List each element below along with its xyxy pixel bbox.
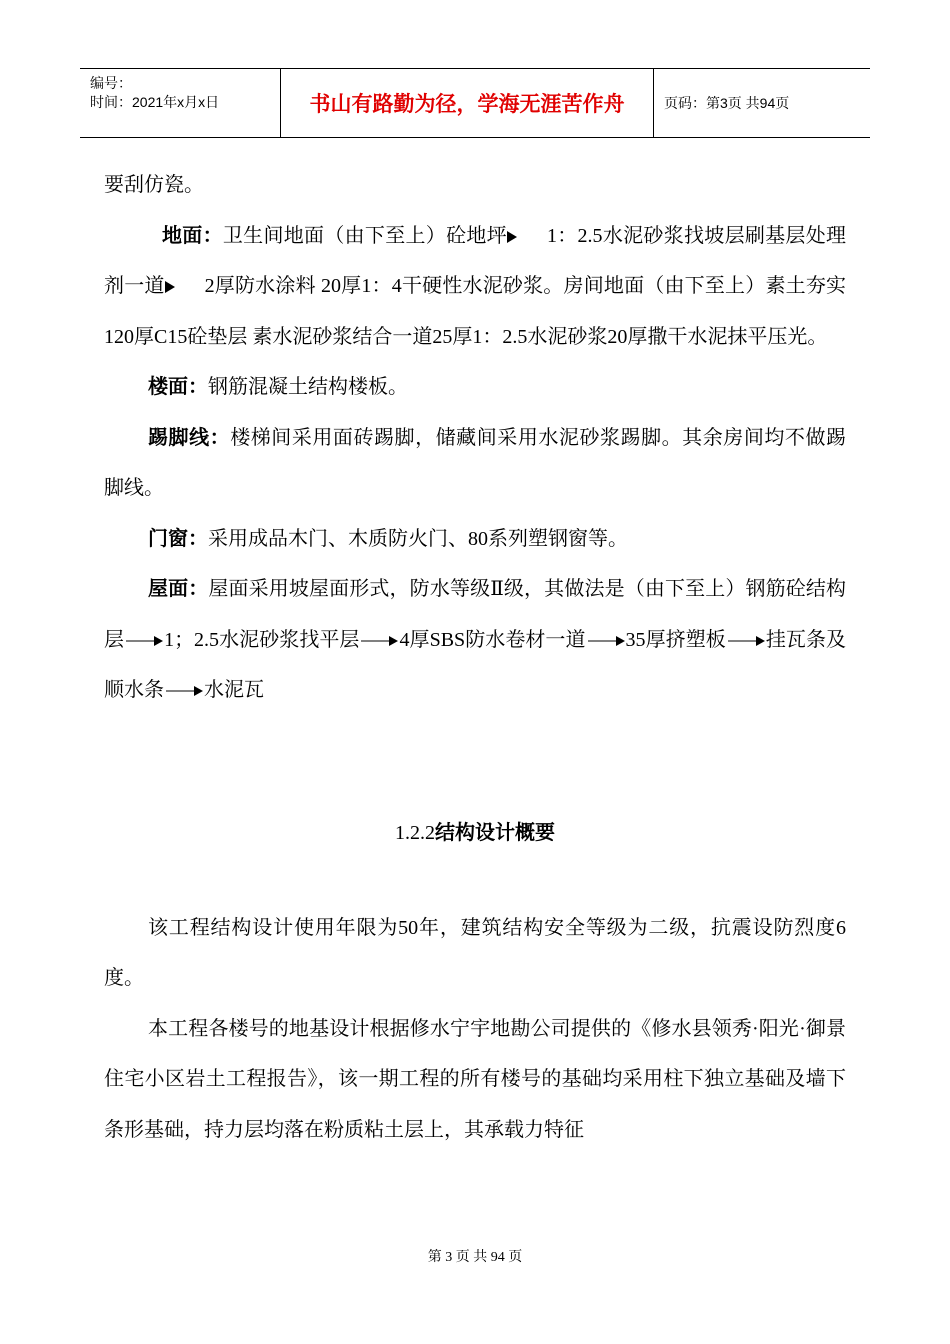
roof-label: 屋面：	[148, 578, 209, 600]
slab-text: 钢筋混凝土结构楼板。	[208, 376, 408, 398]
roof-text-c: 4厚SBS防水卷材一道	[399, 628, 586, 651]
header-number: 编号：	[90, 75, 132, 91]
floor-text-a: 卫生间地面（由下至上）砼地坪	[222, 224, 507, 247]
floor-text-f: 素水泥砂浆结合一道25厚1：2.5水泥砂浆20厚撒干水泥抹平压光。	[252, 325, 828, 348]
skirting-label: 踢脚线：	[148, 426, 231, 449]
paragraph-skirting	[104, 413, 846, 514]
arrow-icon	[726, 634, 766, 648]
section-heading	[104, 816, 846, 845]
header-time: 时间：2021年x月x日	[90, 94, 220, 110]
doors-label: 门窗：	[148, 527, 208, 550]
roof-text-a: 屋面采用坡屋面形式，防水等级Ⅱ级，其做法是（由下至上）钢筋砼结构层	[104, 578, 847, 651]
roof-text-e: 挂瓦条及顺水条	[104, 628, 847, 701]
page-footer: 第 3 页 共 94 页	[427, 1250, 523, 1265]
paragraph-structure-1: 该工程结构设计使用年限为50年，建筑结构安全等级为二级，抗震设防烈度6度。	[104, 916, 846, 989]
slab-label: 楼面：	[148, 376, 208, 398]
arrow-icon	[164, 684, 204, 698]
section-heading-text: 结构设计概要	[435, 821, 555, 844]
arrow-icon	[507, 230, 547, 244]
document-body	[104, 160, 846, 1155]
floor-text-b: 1：2.5水泥砂浆找坡层刷基层处理剂一道	[104, 224, 847, 297]
arrow-icon	[165, 280, 205, 294]
floor-label: 地面：	[162, 224, 223, 247]
arrow-icon	[359, 634, 399, 648]
header-meta	[80, 69, 281, 137]
floor-text-e: 120厚C15砼垫层	[104, 325, 248, 348]
roof-text-b: 1；2.5水泥砂浆找平层	[164, 628, 360, 651]
floor-text-d: 20厚1：4干硬性水泥砂浆。房间地面（由下至上）素土夯实	[320, 275, 847, 297]
roof-text-d: 35厚挤塑板	[625, 628, 726, 651]
floor-text-c: 2厚防水涂料	[204, 275, 316, 297]
doors-text: 采用成品木门、木质防火门、80系列塑钢窗等。	[208, 527, 628, 550]
skirting-text: 楼梯间采用面砖踢脚，储藏间采用水泥砂浆踢脚。其余房间均不做踢脚线。	[104, 426, 847, 499]
paragraph-tile: 要刮仿瓷。	[104, 174, 204, 196]
paragraph-floor	[104, 211, 846, 363]
arrow-icon	[124, 634, 164, 648]
roof-text-f: 水泥瓦	[204, 679, 264, 701]
header-motto: 书山有路勤为径，学海无涯苦作舟	[281, 69, 654, 137]
page-header	[80, 68, 870, 138]
header-page-info: 页码：第3页 共94页	[664, 95, 790, 111]
paragraph-doors	[104, 514, 846, 565]
paragraph-slab	[104, 362, 846, 413]
paragraph-structure-2: 本工程各楼号的地基设计根据修水宁宇地勘公司提供的《修水县领秀·阳光·御景住宅小区岩土工程报告》，该一期工程的所有楼号的基础均采用柱下独立基础及墙下条形基础，持力层均落在粉质粘土层上，其承载力特征	[104, 1017, 846, 1141]
paragraph-roof	[104, 564, 846, 716]
section-heading-number: 1.2.2	[395, 821, 435, 844]
arrow-icon	[586, 634, 626, 648]
